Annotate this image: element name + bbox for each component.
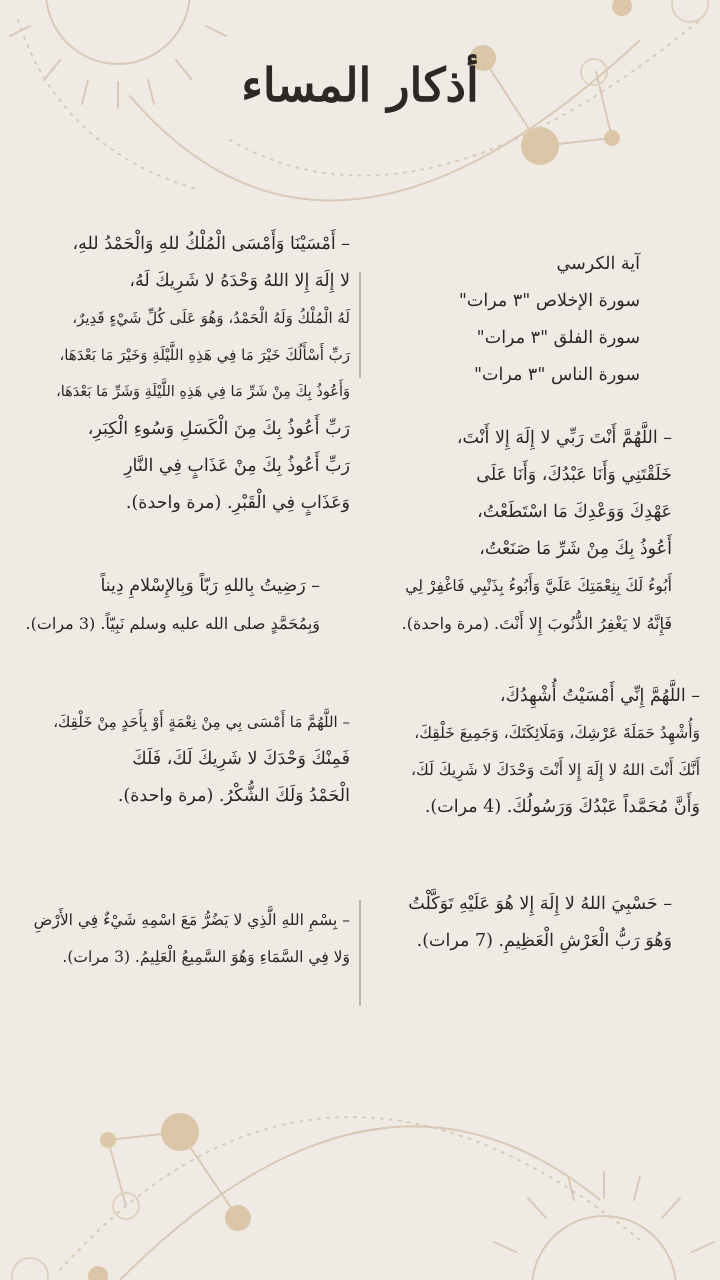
dhikr-line: – بِسْمِ اللهِ الَّذِي لا يَضُرُّ مَعَ اسْمِهِ شَيْءٌ فِي الأَرْضِ: [33, 911, 350, 929]
dhikr-line: – اللَّهُمَّ مَا أَمْسَى بِي مِنْ نِعْمَةٍ أَوْ بِأَحَدٍ مِنْ خَلْقِكَ،: [53, 713, 350, 731]
planet-icon: [612, 0, 632, 16]
dhikr-line: سورة الإخلاص "٣ مرات": [458, 291, 640, 311]
planet-icon: [161, 1113, 199, 1151]
dhikr-line: آية الكرسي: [556, 254, 640, 274]
dhikr-line: فَمِنْكَ وَحْدَكَ لا شَرِيكَ لَكَ، فَلَكَ: [132, 749, 350, 769]
dhikr-line: رَبِّ أَعُوذُ بِكَ مِنَ الْكَسَلِ وَسُوءِ الْكِبَرِ،: [87, 419, 350, 439]
dhikr-line: أَبُوءُ لَكَ بِنِعْمَتِكَ عَلَيَّ وَأَبُوءُ بِذَنْبِي فَاغْفِرْ لِي: [405, 577, 672, 595]
dhikr-line: خَلَقْتَنِي وَأَنَا عَبْدُكَ، وَأَنَا عَلَى: [476, 465, 672, 485]
dhikr-line: لَهُ الْمُلْكُ وَلَهُ الْحَمْدُ، وَهُوَ عَلَى كُلِّ شَيْءٍ قَدِيرٌ،: [72, 309, 350, 327]
dhikr-line: وَأَعُوذُ بِكَ مِنْ شَرِّ مَا فِي هَذِهِ اللَّيْلَةِ وَشَرِّ مَا بَعْدَهَا،: [56, 384, 350, 400]
dhikr-line: وَهُوَ رَبُّ الْعَرْشِ الْعَظِيمِ. (7 مرات).: [416, 931, 672, 951]
right-column: [370, 240, 700, 1000]
dhikr-line: الْحَمْدُ وَلَكَ الشُّكْرُ. (مرة واحدة).: [117, 786, 350, 806]
dhikr-line: رَبِّ أَسْأَلُكَ خَيْرَ مَا فِي هَذِهِ اللَّيْلَةِ وَخَيْرَ مَا بَعْدَهَا،: [59, 346, 350, 364]
dhikr-line: أَعُوذُ بِكَ مِنْ شَرِّ مَا صَنَعْتُ،: [479, 539, 672, 559]
dhikr-hasbiyallah: [408, 886, 672, 960]
dhikr-line: رَبِّ أَعُوذُ بِكَ مِنْ عَذَابٍ فِي النَّارِ: [124, 456, 350, 476]
dhikr-line: وَأَنَّ مُحَمَّداً عَبْدُكَ وَرَسُولُكَ. (4 مرات).: [424, 797, 700, 817]
dhikr-line: وَعَذَابٍ فِي الْقَبْرِ. (مرة واحدة).: [125, 493, 350, 513]
dhikr-line: فَإِنَّهُ لا يَغْفِرُ الذُّنُوبَ إِلا أَنْتَ. (مرة واحدة).: [401, 614, 672, 633]
dhikr-line: – اللَّهُمَّ أَنْتَ رَبِّي لا إِلَهَ إِلا أَنْتَ،: [456, 428, 672, 448]
planet-icon: [521, 127, 559, 165]
dhikr-line: سورة الفلق "٣ مرات": [476, 328, 640, 348]
dhikr-sayyid-istighfar: [402, 420, 672, 642]
planet-icon: [604, 130, 620, 146]
planet-icon: [88, 1266, 108, 1280]
dhikr-bismillah: [34, 902, 350, 976]
dhikr-ma-amsa-bi: [53, 704, 350, 815]
dhikr-line: وَلا فِي السَّمَاءِ وَهُوَ السَّمِيعُ الْعَلِيمُ. (3 مرات).: [62, 948, 350, 966]
planet-icon: [672, 0, 708, 22]
column-divider: [359, 900, 361, 1006]
page-title: أذكار المساء: [241, 58, 479, 112]
dhikr-line: – أَمْسَيْنَا وَأَمْسَى الْمُلْكُ للهِ وَالْحَمْدُ للهِ،: [72, 234, 350, 254]
column-divider: [359, 272, 361, 378]
dhikr-line: سورة الناس "٣ مرات": [473, 365, 640, 385]
dhikr-surahs: [459, 246, 640, 394]
dhikr-line: – حَسْبِيَ اللهُ لا إِلَهَ إِلا هُوَ عَلَيْهِ تَوَكَّلْتُ: [408, 894, 672, 914]
dhikr-amsaytu-ushhiduk: [411, 678, 700, 826]
dhikr-line: – رَضِيتُ بِاللهِ رَبّاً وَبِالإِسْلامِ دِيناً: [100, 576, 320, 596]
top-celestial-decoration: [0, 0, 720, 240]
dhikr-amsayna: [56, 226, 350, 522]
planet-icon: [12, 1258, 48, 1280]
sun-icon: [46, 0, 190, 64]
planet-icon: [225, 1205, 251, 1231]
sun-icon: [532, 1216, 676, 1280]
dhikr-line: عَهْدِكَ وَوَعْدِكَ مَا اسْتَطَعْتُ،: [477, 502, 672, 522]
dhikr-line: لا إِلَهَ إِلا اللهُ وَحْدَهُ لا شَرِيكَ لَهُ،: [129, 271, 350, 291]
bottom-celestial-decoration: [0, 1040, 720, 1280]
left-column: [10, 226, 350, 1006]
dhikr-raditu: [26, 568, 321, 642]
dhikr-line: أَنَّكَ أَنْتَ اللهُ لا إِلَهَ إِلا أَنْتَ وَحْدَكَ لا شَرِيكَ لَكَ،: [411, 761, 700, 779]
dhikr-line: وَأُشْهِدُ حَمَلَةَ عَرْشِكَ، وَمَلَائِكَتَكَ، وَجَمِيعَ خَلْقِكَ،: [414, 724, 700, 742]
planet-icon: [100, 1132, 116, 1148]
dhikr-line: وَبِمُحَمَّدٍ صلى الله عليه وسلم نَبِيّاً. (3 مرات).: [25, 614, 320, 633]
dhikr-line: – اللَّهُمَّ إِنِّي أَمْسَيْتُ أُشْهِدُكَ،: [499, 686, 700, 706]
